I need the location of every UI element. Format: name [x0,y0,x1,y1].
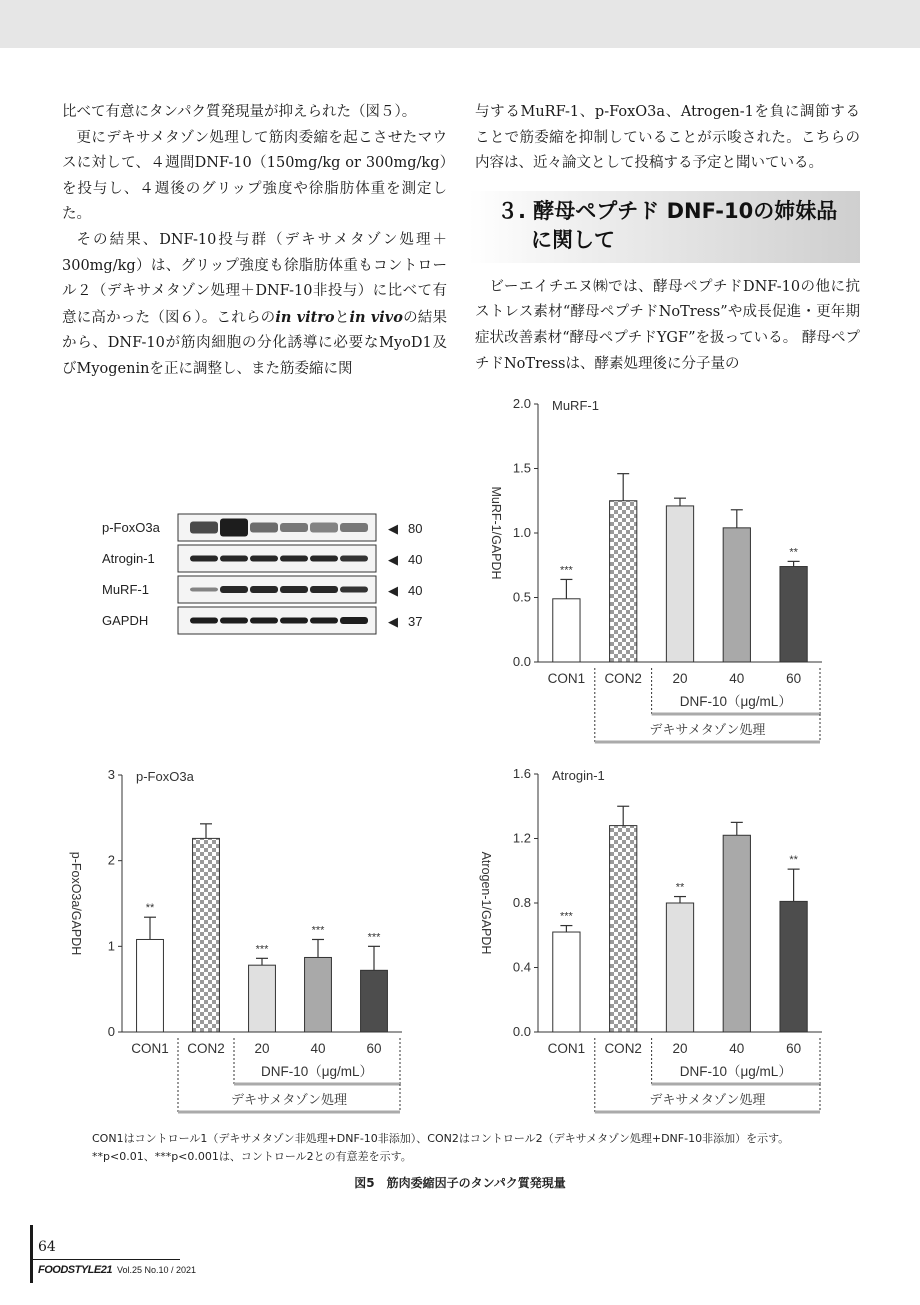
blot-band [220,586,248,593]
y-tick-label: 1.6 [512,766,531,781]
y-axis-label: Atrogen-1/GAPDH [479,851,493,955]
figure-caption: 図5 筋肉委縮因子のタンパク質発現量 [354,1176,566,1190]
blot-band [250,556,278,562]
page-number: 64 [38,1239,56,1255]
chart-title: MuRF-1 [552,398,599,413]
group-label: DNF-10（μg/mL） [679,694,792,709]
y-tick-label: 0.5 [512,589,531,605]
x-tick-label: 60 [786,1041,802,1056]
x-tick-label: 20 [672,1041,688,1056]
group-label: DNF-10（μg/mL） [679,1064,792,1079]
y-tick-label: 2.0 [512,396,531,411]
group-label: DNF-10（μg/mL） [260,1064,374,1079]
chart-atrogin1 [470,760,850,1125]
blot-band [340,556,368,562]
chart-pfoxo3a [60,760,450,1125]
x-tick-label: 40 [310,1041,326,1056]
significance-label: ** [145,902,155,915]
significance-label: *** [559,564,573,577]
significance-label: *** [311,924,325,937]
bar [553,932,580,1032]
blot-band [250,618,278,624]
bar [666,506,693,662]
x-tick-label: 60 [786,671,802,686]
kda-label: 37 [408,614,423,629]
bar [361,970,388,1032]
figure-notes [92,1130,882,1166]
blot-band [310,586,338,593]
marker-arrow: ◀ [388,521,398,536]
y-tick-label: 1.2 [512,830,531,846]
paragraph: ビーエイチエヌ㈱では、酵母ペプチドDNF-10の他に抗ストレス素材“酵母ペプチドNoTress”や成長促進・更年期症状改善素材“酵母ペプチドYGF”を扱っている。 酵母ペプチドNoTressは、酵素処理後に分子量の [475,278,860,372]
magazine-info: FOODSTYLE21 Vol.25 No.10 / 2021 [38,1264,197,1276]
chart-murf1 [470,390,850,755]
significance-label: ** [675,881,685,894]
y-axis-label: p-FoxO3a/GAPDH [69,851,83,956]
y-tick-label: 1.0 [512,525,531,540]
blot-band [280,618,308,624]
bar [723,528,750,662]
bar [610,501,637,662]
blot-label: p-FoxO3a [102,520,160,535]
y-tick-label: 0 [107,1024,115,1039]
y-tick-label: 0.0 [512,654,531,669]
bar [780,901,807,1032]
blot-band [220,618,248,624]
bar [610,826,637,1032]
blot-band [190,556,218,562]
bar [305,957,332,1032]
x-tick-label: CON2 [604,1041,642,1056]
western-blot [100,512,440,642]
x-tick-label: 20 [672,671,688,686]
blot-band [190,588,218,592]
paragraph: 与するMuRF-1、p-FoxO3a、Atrogen-1を負に調節することで筋委縮を抑制していることが示唆された。こちらの内容は、近々論文として投稿する予定と聞いている。 [475,104,860,172]
chart-title: Atrogin-1 [552,768,605,783]
left-column [62,100,447,383]
blot-band [250,523,278,533]
x-tick-label: 40 [729,671,745,686]
treatment-label: デキサメタゾン処理 [649,722,766,737]
bar [553,599,580,662]
bar [137,939,164,1032]
section-heading: ３. 酵母ペプチド DNF-10の姉妹品 に関して [469,191,860,263]
bar [723,835,750,1032]
significance-label: ** [789,546,798,559]
blot-band [280,523,308,532]
blot-band [220,519,248,537]
blot-band [340,587,368,593]
blot-band [280,586,308,593]
marker-arrow: ◀ [388,552,398,567]
x-tick-label: 60 [366,1041,382,1056]
x-tick-label: CON1 [131,1041,169,1056]
note-line: **p<0.01、***p<0.001は、コントロール2との有意差を示す。 [92,1150,412,1163]
paragraph: その結果、DNF-10投与群（デキサメタゾン処理＋300mg/kg）は、グリップ強度も徐脂肪体重もコントロール２（デキサメタゾン処理＋DNF-10非投与）に比べて有意に高かった（図６）。これらのin vitroとin vivoの結果から、DNF-10が筋肉細胞の分化誘導に必要なMyoD1及びMyogeninを正に調整し、また筋委縮に関 [62,231,447,377]
x-tick-label: 20 [254,1041,270,1056]
blot-band [310,523,338,533]
treatment-label: デキサメタゾン処理 [649,1092,766,1107]
x-tick-label: CON2 [604,671,642,686]
blot-label: MuRF-1 [102,582,149,597]
significance-label: *** [559,910,573,923]
paragraph: 比べて有意にタンパク質発現量が抑えられた（図５）。 [62,104,417,120]
blot-band [340,617,368,624]
marker-arrow: ◀ [388,583,398,598]
x-tick-label: CON1 [547,671,586,686]
blot-band [250,586,278,593]
blot-band [220,556,248,562]
bar [666,903,693,1032]
chart-title: p-FoxO3a [136,769,194,784]
x-tick-label: 40 [729,1041,745,1056]
y-axis-label: MuRF-1/GAPDH [489,486,503,580]
bar [780,567,807,662]
y-tick-label: 1.5 [512,460,531,476]
significance-label: *** [367,931,381,944]
right-column [475,100,860,377]
y-tick-label: 0.0 [512,1024,531,1039]
blot-band [340,523,368,532]
y-tick-label: 0.8 [512,895,531,910]
marker-arrow: ◀ [388,614,398,629]
x-tick-label: CON2 [187,1041,225,1056]
kda-label: 40 [408,552,423,567]
kda-label: 80 [408,521,423,536]
paragraph: 更にデキサメタゾン処理して筋肉委縮を起こさせたマウスに対して、４週間DNF-10（150mg/kg or 300mg/kg）を投与し、４週後のグリップ強度や徐脂肪体重を測定した。 [62,129,447,223]
blot-band [280,556,308,562]
y-tick-label: 0.4 [512,959,531,975]
page-footer [30,1225,197,1285]
blot-band [310,618,338,624]
significance-label: *** [255,943,269,956]
blot-band [190,618,218,624]
y-tick-label: 3 [107,767,115,782]
note-line: CON1はコントロール1（デキサメタゾン非処理+DNF-10非添加）、CON2はコントロール2（デキサメタゾン処理+DNF-10非添加）を示す。 [92,1132,790,1145]
x-tick-label: CON1 [547,1041,586,1056]
blot-band [310,556,338,562]
blot-label: GAPDH [102,613,149,628]
y-tick-label: 2 [107,852,115,868]
blot-band [190,522,218,534]
y-tick-label: 1 [107,938,115,954]
top-bar [0,0,920,48]
significance-label: ** [789,854,798,867]
kda-label: 40 [408,583,423,598]
blot-label: Atrogin-1 [102,551,155,566]
bar [249,965,276,1032]
treatment-label: デキサメタゾン処理 [230,1092,348,1107]
bar [193,838,220,1032]
